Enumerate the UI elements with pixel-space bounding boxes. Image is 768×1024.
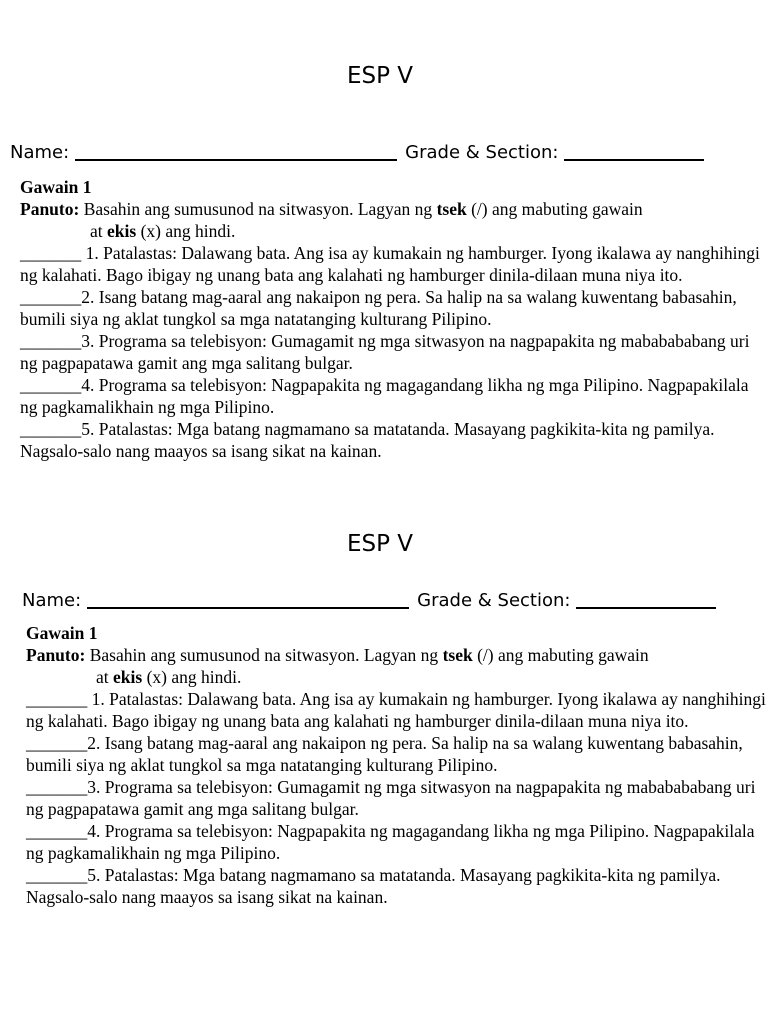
grade-section-label: Grade & Section:: [417, 590, 571, 611]
instruction: [20, 198, 760, 242]
instruction-text-c: at: [90, 221, 108, 241]
instruction-bold-tsek: tsek: [436, 199, 467, 219]
name-label: Name:: [10, 142, 70, 163]
item-4: _______4. Programa sa telebisyon: Nagpapakita ng magagandang likha ng mga Pilipino. Nagpapakilala ng pagkamalikhain ng mga Pilipino.: [26, 821, 755, 863]
worksheet-body: [26, 622, 766, 908]
item-5: _______5. Patalastas: Mga batang nagmamano sa matatanda. Masayang pagkikita-kita ng pamilya. Nagsalo-salo nang maayos sa isang sikat na kainan.: [26, 865, 721, 907]
instruction-text-b: (/) ang mabuting gawain: [466, 199, 643, 219]
name-blank-line: [75, 141, 397, 161]
name-blank-line: [87, 589, 409, 609]
instruction-text-b: (/) ang mabuting gawain: [472, 645, 649, 665]
instruction-bold-ekis: ekis: [107, 221, 137, 241]
worksheet-title: ESP V: [346, 531, 414, 557]
worksheet-body: [20, 176, 760, 462]
grade-section-blank-line: [564, 141, 704, 161]
instruction: [26, 644, 766, 688]
instruction-label: Panuto:: [26, 645, 86, 665]
instruction-text-d: (x) ang hindi.: [142, 667, 242, 687]
instruction-text-a: Basahin ang sumusunod na sitwasyon. Lagyan ng: [79, 199, 437, 219]
instruction-text-a: Basahin ang sumusunod na sitwasyon. Lagyan ng: [85, 645, 443, 665]
instruction-label: Panuto:: [20, 199, 80, 219]
grade-section-label: Grade & Section:: [405, 142, 559, 163]
instruction-bold-tsek: tsek: [442, 645, 473, 665]
grade-section-blank-line: [576, 589, 716, 609]
worksheet-title: ESP V: [346, 63, 414, 89]
item-2: _______2. Isang batang mag-aaral ang nakaipon ng pera. Sa halip na sa walang kuwentang babasahin, bumili siya ng aklat tungkol sa mga natatanging kulturang Pilipino.: [26, 733, 743, 775]
activity-heading: Gawain 1: [26, 623, 98, 643]
activity-heading: Gawain 1: [20, 177, 92, 197]
item-3: _______3. Programa sa telebisyon: Gumagamit ng mga sitwasyon na nagpapakita ng mababababang uri ng pagpapatawa gamit ang mga salitang bulgar.: [26, 777, 756, 819]
item-5: _______5. Patalastas: Mga batang nagmamano sa matatanda. Masayang pagkikita-kita ng pamilya. Nagsalo-salo nang maayos sa isang sikat na kainan.: [20, 419, 715, 461]
instruction-text-c: at: [96, 667, 114, 687]
item-3: _______3. Programa sa telebisyon: Gumagamit ng mga sitwasyon na nagpapakita ng mababababang uri ng pagpapatawa gamit ang mga salitang bulgar.: [20, 331, 750, 373]
instruction-indent-line: [26, 666, 766, 688]
name-grade-row: [10, 141, 704, 165]
instruction-bold-ekis: ekis: [113, 667, 143, 687]
name-grade-row: [22, 589, 716, 613]
name-label: Name:: [22, 590, 82, 611]
instruction-indent-line: [20, 220, 760, 242]
instruction-text-d: (x) ang hindi.: [136, 221, 236, 241]
item-4: _______4. Programa sa telebisyon: Nagpapakita ng magagandang likha ng mga Pilipino. Nagpapakilala ng pagkamalikhain ng mga Pilipino.: [20, 375, 749, 417]
item-2: _______2. Isang batang mag-aaral ang nakaipon ng pera. Sa halip na sa walang kuwentang babasahin, bumili siya ng aklat tungkol sa mga natatanging kulturang Pilipino.: [20, 287, 737, 329]
item-1: _______ 1. Patalastas: Dalawang bata. Ang isa ay kumakain ng hamburger. Iyong ikalawa ay nanghihingi ng kalahati. Bago ibigay ng unang bata ang kalahati ng hamburger dinila-dilaan muna niya ito.: [20, 243, 760, 285]
item-1: _______ 1. Patalastas: Dalawang bata. Ang isa ay kumakain ng hamburger. Iyong ikalawa ay nanghihingi ng kalahati. Bago ibigay ng unang bata ang kalahati ng hamburger dinila-dilaan muna niya ito.: [26, 689, 766, 731]
